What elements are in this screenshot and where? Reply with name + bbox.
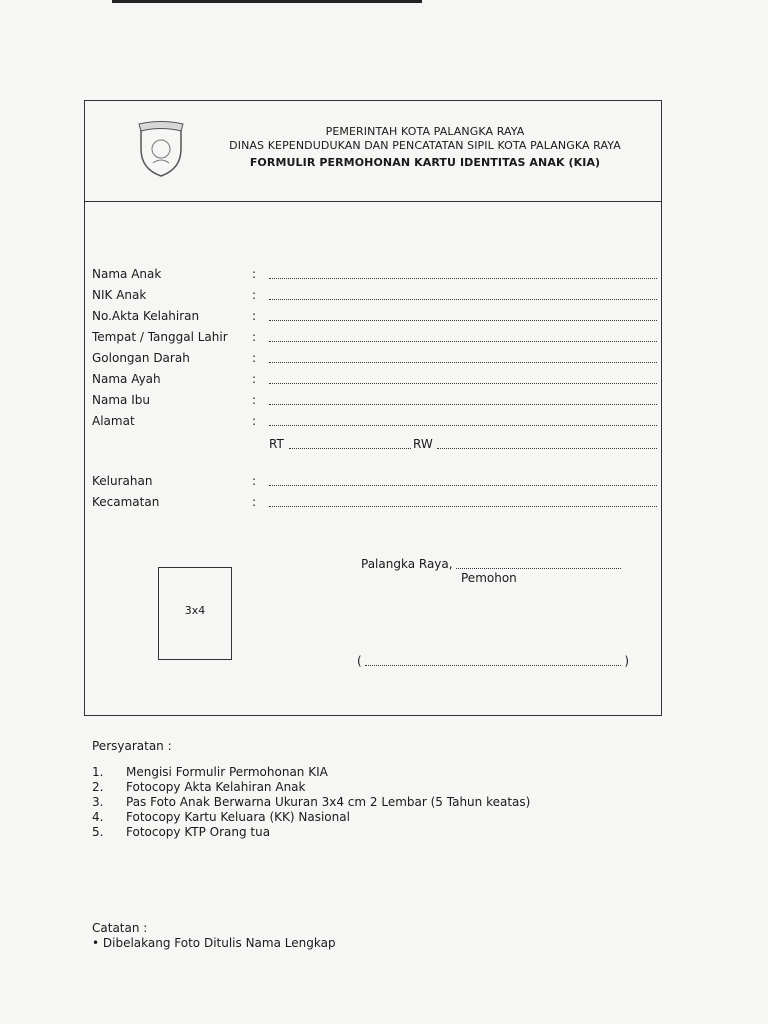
requirement-text: Fotocopy Kartu Keluara (KK) Nasional [126, 810, 350, 824]
requirement-text: Fotocopy KTP Orang tua [126, 825, 271, 839]
form-header [85, 101, 661, 202]
rw-fill-line[interactable] [437, 448, 657, 449]
requirement-number: 5. [92, 825, 104, 839]
requirement-item [92, 780, 592, 795]
signature-row [357, 654, 629, 670]
field-colon: : [252, 372, 257, 386]
field-label: Alamat [92, 414, 135, 428]
field-kecamatan [92, 495, 657, 511]
field-colon: : [252, 495, 257, 509]
rt-label: RT [269, 437, 284, 451]
note-item: • Dibelakang Foto Ditulis Nama Lengkap [92, 936, 336, 950]
field-colon: : [252, 288, 257, 302]
requirement-item [92, 825, 592, 840]
fill-line[interactable] [269, 341, 657, 342]
fill-line[interactable] [269, 362, 657, 363]
signature-open-paren: ( [357, 654, 362, 668]
fill-line[interactable] [269, 425, 657, 426]
field-colon: : [252, 474, 257, 488]
requirement-number: 3. [92, 795, 104, 809]
form-title: FORMULIR PERMOHONAN KARTU IDENTITAS ANAK (KIA) [249, 156, 601, 169]
header-government: PEMERINTAH KOTA PALANGKA RAYA [325, 125, 525, 138]
rw-label: RW [413, 437, 433, 451]
fill-line[interactable] [269, 320, 657, 321]
field-golongan-darah [92, 351, 657, 367]
requirement-item [92, 765, 592, 780]
field-label: NIK Anak [92, 288, 147, 302]
fill-line[interactable] [269, 383, 657, 384]
field-label: Kecamatan [92, 495, 160, 509]
field-colon: : [252, 267, 257, 281]
field-akta-kelahiran [92, 309, 657, 325]
form-box [84, 100, 662, 716]
signature-fill-line[interactable] [365, 665, 621, 666]
date-fill-line[interactable] [456, 568, 621, 569]
requirement-number: 2. [92, 780, 104, 794]
fill-line[interactable] [269, 485, 657, 486]
requirement-text: Fotocopy Akta Kelahiran Anak [126, 780, 306, 794]
field-label: Kelurahan [92, 474, 153, 488]
place-label: Palangka Raya, [361, 557, 453, 571]
field-colon: : [252, 414, 257, 428]
field-nama-ibu [92, 393, 657, 409]
field-label: Tempat / Tanggal Lahir [92, 330, 228, 344]
requirements-title: Persyaratan : [92, 739, 172, 753]
field-label: Nama Ibu [92, 393, 150, 407]
requirement-item [92, 810, 592, 825]
field-colon: : [252, 351, 257, 365]
fill-line[interactable] [269, 506, 657, 507]
header-department: DINAS KEPENDUDUKAN DAN PENCATATAN SIPIL KOTA PALANGKA RAYA [229, 139, 621, 152]
field-alamat [92, 414, 657, 430]
fill-line[interactable] [269, 299, 657, 300]
requirement-item [92, 795, 592, 810]
signature-close-paren: ) [624, 654, 629, 668]
requirement-number: 1. [92, 765, 104, 779]
fill-line[interactable] [269, 404, 657, 405]
notes-title: Catatan : [92, 921, 148, 935]
field-nama-ayah [92, 372, 657, 388]
field-nama-anak [92, 267, 657, 283]
city-emblem-icon [135, 119, 187, 179]
requirement-text: Mengisi Formulir Permohonan KIA [126, 765, 328, 779]
field-label: Nama Anak [92, 267, 162, 281]
field-label: Golongan Darah [92, 351, 190, 365]
fill-line[interactable] [269, 278, 657, 279]
applicant-label: Pemohon [461, 571, 517, 585]
field-colon: : [252, 309, 257, 323]
top-rule [112, 0, 422, 3]
field-colon: : [252, 393, 257, 407]
field-label: No.Akta Kelahiran [92, 309, 200, 323]
rt-fill-line[interactable] [289, 448, 411, 449]
requirement-text: Pas Foto Anak Berwarna Ukuran 3x4 cm 2 Lembar (5 Tahun keatas) [126, 795, 531, 809]
field-tempat-tanggal-lahir [92, 330, 657, 346]
photo-box [158, 567, 232, 660]
rt-rw-row [269, 437, 657, 453]
field-label: Nama Ayah [92, 372, 161, 386]
photo-size-label: 3x4 [184, 604, 206, 617]
field-kelurahan [92, 474, 657, 490]
requirement-number: 4. [92, 810, 104, 824]
field-colon: : [252, 330, 257, 344]
field-nik-anak [92, 288, 657, 304]
